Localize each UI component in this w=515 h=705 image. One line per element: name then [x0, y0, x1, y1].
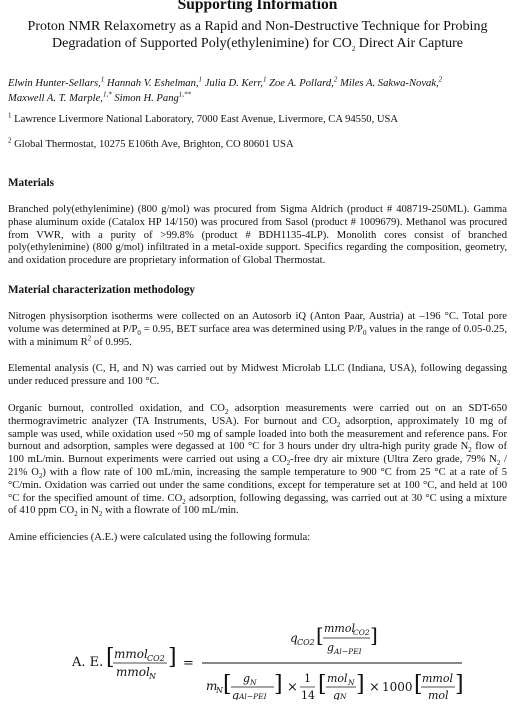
svg-text:×: × [369, 680, 380, 695]
svg-text:1: 1 [304, 672, 311, 685]
svg-text:N: N [250, 678, 257, 687]
svg-text:CO2: CO2 [147, 654, 165, 663]
svg-text:mol: mol [428, 689, 449, 700]
svg-text:mmol: mmol [324, 622, 356, 635]
svg-text:[: [ [414, 672, 423, 697]
author-affiliation-mark: 1,** [178, 90, 192, 99]
author: Hannah V. Eshelman, [104, 78, 199, 89]
svg-text:N: N [149, 672, 156, 681]
amine-efficiency-formula [0, 612, 515, 700]
svg-text:g: g [327, 641, 335, 654]
author-affiliation-mark: 2 [333, 75, 338, 84]
author-affiliation-mark: 1 [198, 75, 203, 84]
svg-text:[: [ [106, 645, 115, 670]
elemental-analysis-paragraph: Elemental analysis (C, H, and N) was carried out by Midwest Microlab LLC (Indiana, USA), following degassing under reduced pressure and 100 °C. [8, 363, 507, 388]
section-heading-materials: Materials [8, 177, 54, 189]
author: Maxwell A. T. Marple, [8, 93, 103, 104]
svg-text:]: ] [274, 672, 283, 697]
amine-efficiency-intro: Amine efficiencies (A.E.) were calculated using the following formula: [8, 532, 311, 544]
formula-lhs: A. E. [72, 655, 104, 670]
svg-text:g: g [243, 672, 251, 685]
materials-paragraph: Branched poly(ethylenimine) (800 g/mol) was procured from Sigma Aldrich (product # 408719-250ML). Gamma phase aluminum oxide (Catalox HP 14/150) was procured from Sasol (product # 1009679). Methanol was procured from VWR, with a purity of >99.8% (product # BDH1135-4LP). Monolith cores consist of branched poly(ethylenimine) (800 g/mol) infiltrated in a metal-oxide support. Specifics regarding the composition, geometry, and oxidation procedure are proprietary information of Global Thermostat. [8, 204, 507, 267]
svg-text:[: [ [223, 672, 232, 697]
author: Miles A. Sakwa-Novak, [337, 78, 439, 89]
section-heading-methods: Material characterization methodology [8, 283, 196, 296]
author-affiliation-mark: 1 [100, 75, 105, 84]
author: Zoe A. Pollard, [266, 78, 334, 89]
paper-title: Proton NMR Relaxometry as a Rapid and Non-Destructive Technique for Probing Degradation of Supported Poly(ethylenimine) for $CO_2$ Direct Air Capture [27, 19, 488, 53]
formula-lhs-den: mmol [116, 665, 150, 679]
author: Julia D. Kerr, [202, 78, 263, 89]
svg-text:CO2: CO2 [353, 628, 370, 637]
svg-text:]: ] [356, 672, 365, 697]
svg-text:Al−PEI: Al−PEI [239, 692, 267, 700]
tga-paragraph: Organic burnout, controlled oxidation, and $CO_2$ adsorption measurements were carried out on an SDT-650 thermogravimetric analyzer (TA Instruments, USA). For burnout and $CO_2$ adsorption, approximately 10 mg of sample was used, while oxidation used ~50 mg of sample loaded into both the measurement and reference pans. For burnout and adsorption, samples were degassed at 100 °C for 3 hours under dry ultra-high purity grade $N_2$ flow of 100 mL/min. Burnout experiments were carried out using a $CO_2$-free dry air mixture (Ultra Zero grade, 79% $N_2 / 21\%$ $O_2$) with a flow rate of 100 mL/min, increasing the sample temperature to 900 °C from 25 °C at a rate of 5 °C/min. Oxidation was carried out under the same conditions, except for temperature set at 100 °C, and held at 100 °C for the specified amount of time. $CO_2$ adsorption, following degassing, was carried out at 30 °C using a mixture of 410 ppm $CO_2$ in $N_2$ with a flowrate of 100 mL/min. [8, 402, 507, 519]
svg-text:mol: mol [327, 672, 348, 685]
svg-text:N: N [348, 678, 355, 687]
document-label: Supporting Information [177, 0, 338, 13]
formula-graphic [0, 612, 515, 700]
svg-text:]: ] [168, 645, 177, 670]
svg-text:]: ] [370, 623, 378, 647]
author: Simon H. Pang [111, 93, 179, 104]
author-affiliation-mark: 2 [438, 75, 443, 84]
author-affiliation-mark: 1 [262, 75, 267, 84]
affiliation-2: $^2$ Global Thermostat, 10275 E106th Ave, Brighton, CO 80601 USA [8, 136, 294, 150]
formula-m: m [206, 679, 218, 693]
svg-text:CO2: CO2 [297, 638, 315, 647]
svg-text:N: N [216, 686, 223, 695]
svg-text:]: ] [455, 672, 464, 697]
svg-text:mmol: mmol [422, 672, 454, 685]
svg-text:Al−PEI: Al−PEI [334, 647, 362, 656]
author-list [8, 76, 507, 106]
svg-text:[: [ [318, 672, 327, 697]
svg-text:g: g [333, 689, 341, 700]
affiliation-1: $^1$ Lawrence Livermore National Laboratory, 7000 East Avenue, Livermore, CA 94550, USA [8, 111, 399, 125]
svg-text:N: N [340, 692, 347, 700]
physisorption-paragraph: Nitrogen physisorption isotherms were collected on an Autosorb iQ (Anton Paar, Austria) at –196 °C. Total pore volume was determined at $P/P_0 = 0.95$, BET surface area was determined using $P/P_0$ values in the range of 0.05-0.25, with a minimum $R^2$ of 0.995. [8, 310, 507, 348]
svg-text:g: g [232, 689, 240, 700]
formula-equals: = [183, 656, 194, 671]
author: Elwin Hunter-Sellars, [8, 78, 101, 89]
svg-text:1000: 1000 [382, 680, 413, 694]
formula-times: × [287, 680, 298, 695]
svg-text:14: 14 [301, 689, 315, 700]
formula-lhs-num: mmol [114, 647, 148, 661]
formula-q: q [290, 631, 298, 645]
svg-text:[: [ [316, 623, 324, 647]
author-affiliation-mark: 1,* [102, 90, 112, 99]
